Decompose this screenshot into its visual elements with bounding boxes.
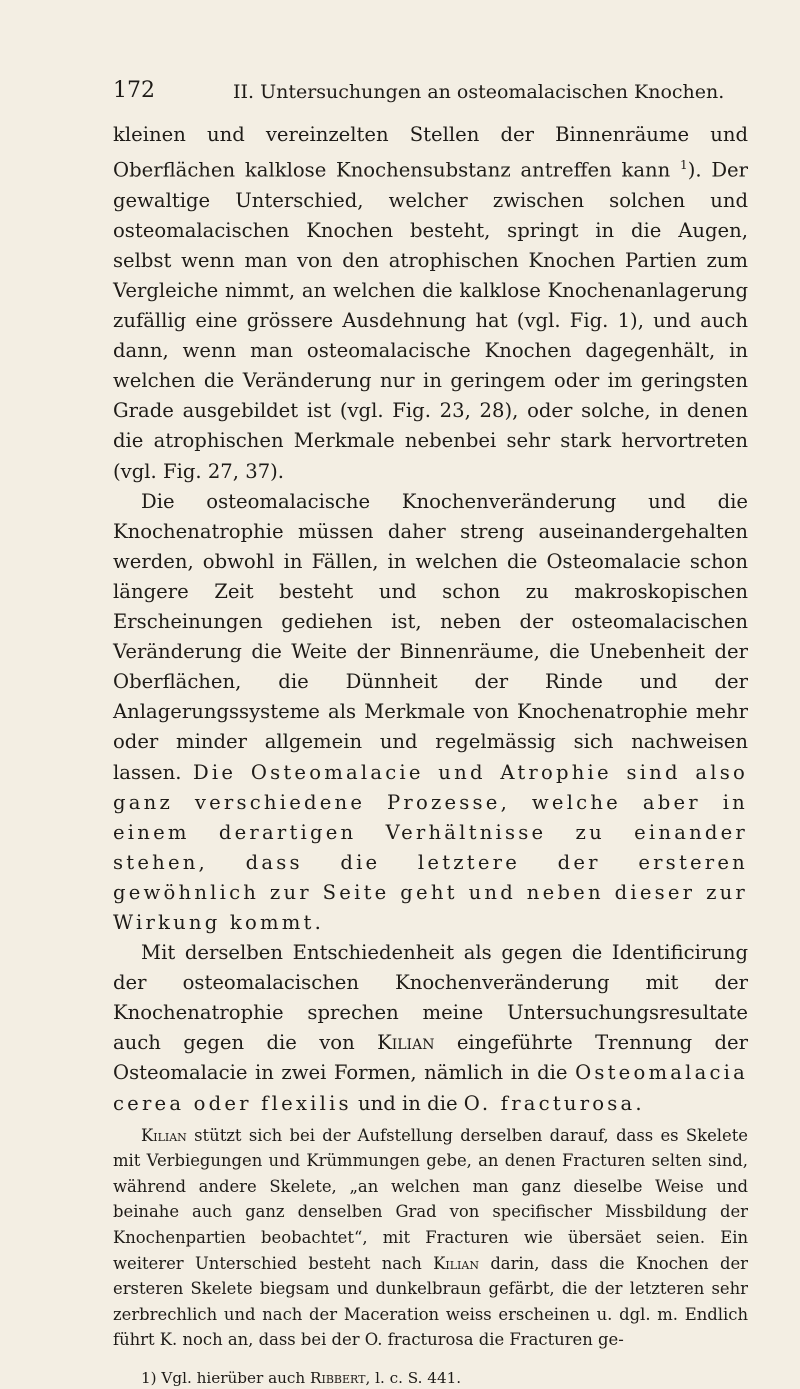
paragraph-3-emphasis-2: O. fracturosa.	[463, 1091, 645, 1115]
page-number: 172	[113, 78, 155, 103]
running-title: II. Untersuchungen an osteomalacischen Knochen.	[233, 81, 725, 103]
paragraph-3	[113, 938, 748, 1119]
paragraph-2	[113, 487, 748, 938]
author-name: Kilian	[377, 1031, 435, 1055]
footnote-text: 1) Vgl. hierüber auch	[141, 1368, 306, 1387]
paragraph-1-text: kleinen und vereinzelten Stellen der Binnenräume und Oberflächen kalklose Knochensubstanz antreffen kann	[113, 123, 748, 182]
paragraph-1-text-after: ). Der gewaltige Unterschied, welcher zwischen solchen und osteomalacischen Knochen besteht, springt in die Augen, selbst wenn man von den atrophischen Knochen Partien zum Vergleiche nimmt, an welchen die kalklose Knochenanlagerung zufällig eine grössere Ausdehnung hat (vgl. Fig. 1), und auch dann, wenn man osteomalacische Knochen dagegenhält, in welchen die Veränderung nur in geringem oder im geringsten Grade ausgebildet ist (vgl. Fig. 23, 28), oder solche, in denen die atrophischen Merkmale nebenbei sehr stark hervortreten (vgl. Fig. 27, 37).	[113, 158, 748, 483]
small-paragraph-text-2: darin, dass die Knochen der ersteren Skelete biegsam und dunkelbraun gefärbt, die der letzteren sehr zerbrechlich und nach der Maceration weiss erscheinen u. dgl. m. Endlich führt K. noch an, dass bei der O. fracturosa die Fracturen ge-	[113, 1253, 748, 1350]
small-print-section	[113, 1123, 748, 1353]
paragraph-2-emphasis: Die Osteomalacie und Atrophie sind also ganz verschiedene Prozesse, welche aber in einem derartigen Verhältnisse zu einander stehen, dass die letztere der ersteren gewöhnlich zur Seite geht und neben dieser zur Wirkung kommt.	[113, 760, 749, 934]
main-text	[113, 120, 748, 1119]
footnote-reference: , l. c. S. 441.	[365, 1368, 462, 1387]
page-header	[113, 78, 748, 112]
paragraph-1	[113, 120, 748, 487]
small-paragraph	[113, 1123, 748, 1353]
author-name: Ribbert	[310, 1368, 366, 1387]
footnote	[113, 1367, 748, 1389]
footnote-ref: 1	[680, 158, 688, 173]
paragraph-2-text: Die osteomalacische Knochenveränderung und die Knochenatrophie müssen daher streng auseinandergehalten werden, obwohl in Fällen, in welchen die Osteomalacie schon längere Zeit besteht und schon zu makroskopischen Erscheinungen gediehen ist, neben der osteomalacischen Veränderung die Weite der Binnenräume, die Unebenheit der Oberflächen, die Dünnheit der Rinde und der Anlagerungssysteme als Merkmale von Knochenatrophie mehr oder minder allgemein und regelmässig sich nachweisen lassen.	[113, 489, 748, 784]
author-name: Kilian	[141, 1125, 187, 1145]
paragraph-3-emphasis-1: Osteomalacia cerea oder flexilis	[113, 1061, 748, 1115]
small-paragraph-text: stützt sich bei der Aufstellung derselben darauf, dass es Skelete mit Verbiegungen und Krümmungen gebe, an denen Fracturen selten sind, während andere Skelete, „an welchen man ganz dieselbe Weise und beinahe auch ganz denselben Grad von specifischer Missbildung der Knochenpartien beobachtet“, mit Fracturen wie übersäet seien. Ein weiterer Unterschied besteht nach	[113, 1125, 748, 1273]
paragraph-3-text-middle: eingeführte Trennung der Osteomalacie in zwei Formen, nämlich in die	[113, 1031, 749, 1085]
author-name: Kilian	[433, 1253, 479, 1273]
paragraph-3-text-middle-2: und in die	[358, 1091, 458, 1115]
paragraph-3-text: Mit derselben Entschiedenheit als gegen die Identificirung der osteomalacischen Knochenveränderung mit der Knochenatrophie sprechen meine Untersuchungsresultate auch gegen die von	[113, 941, 748, 1055]
